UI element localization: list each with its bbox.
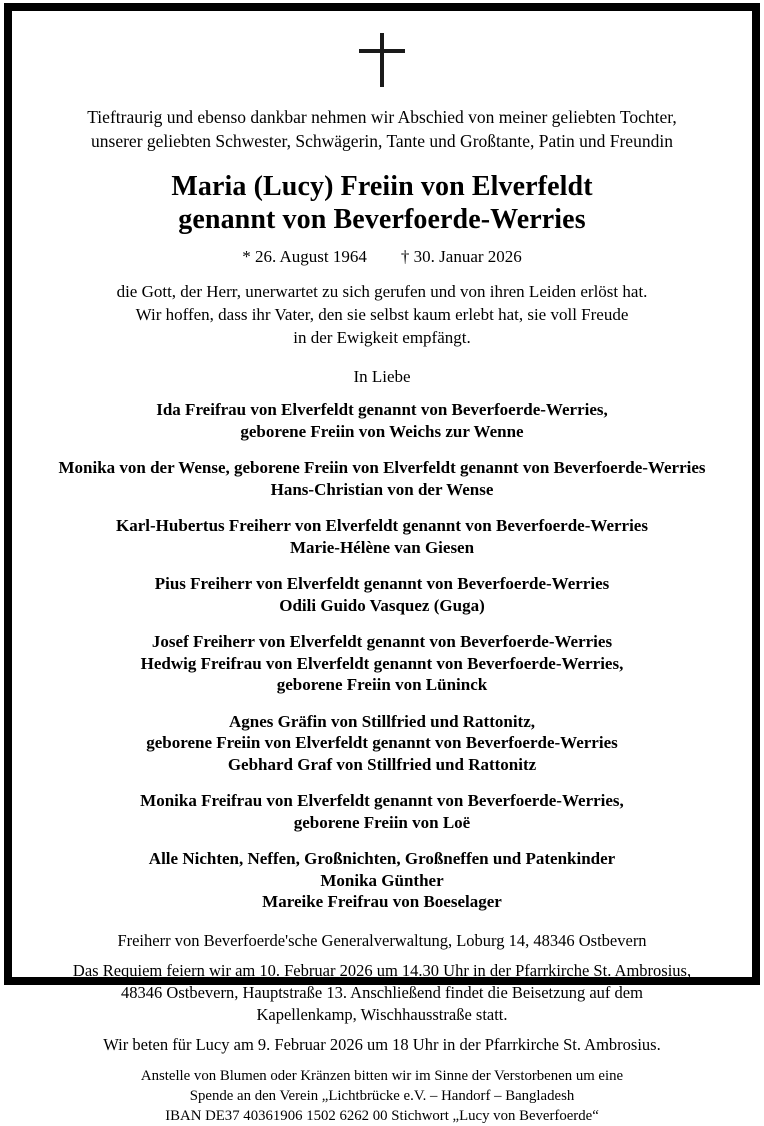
donation-iban: IBAN DE37 40361906 1502 6262 00 Stichwort „Lucy von Beverfoerde“ — [165, 1107, 599, 1124]
in-love-heading: In Liebe — [353, 367, 411, 386]
intro-line: Tieftraurig und ebenso dankbar nehmen wir Abschied von meiner geliebten Tochter, — [87, 107, 677, 127]
mourner-line: geborene Freiin von Lüninck — [276, 675, 488, 694]
mourner-group — [36, 457, 728, 500]
mourner-line: Marie-Hélène van Giesen — [289, 537, 475, 557]
mourner-line: Odili Guido Vasquez (Guga) — [279, 595, 485, 615]
mourner-group — [36, 848, 728, 913]
death-date: † 30. Januar 2026 — [400, 247, 522, 266]
mourner-line: Gebhard Graf von Stillfried und Rattonitz — [227, 754, 537, 774]
memorial-passage — [36, 280, 728, 349]
deceased-name-line: genannt von Beverfoerde-Werries — [178, 204, 586, 235]
cross-horizontal-bar — [359, 49, 405, 53]
donation-line: Spende an den Verein „Lichtbrücke e.V. – Handorf – Bangladesh — [189, 1087, 575, 1104]
mourner-line: Monika von der Wense, geborene Freiin von Elverfeldt genannt von Beverfoerde-Werries — [58, 458, 706, 477]
passage-line: Wir hoffen, dass ihr Vater, den sie selbst kaum erlebt hat, sie voll Freude — [135, 305, 629, 324]
latin-cross-icon — [359, 33, 405, 87]
mourner-line: geborene Freiin von Weichs zur Wenne — [240, 421, 524, 441]
mourner-line: Karl-Hubertus Freiherr von Elverfeldt genannt von Beverfoerde-Werries — [116, 516, 648, 535]
mourner-group — [36, 631, 728, 696]
funeral-details — [36, 930, 728, 1126]
cross-symbol-container — [36, 33, 728, 99]
mourner-line: geborene Freiin von Elverfeldt genannt von Beverfoerde-Werries — [146, 733, 618, 752]
mourner-line: Hedwig Freifrau von Elverfeldt genannt von Beverfoerde-Werries, — [140, 653, 624, 673]
mourner-line: Pius Freiherr von Elverfeldt genannt von Beverfoerde-Werries — [154, 574, 610, 593]
donation-info — [36, 1066, 728, 1126]
mourning-border-frame — [4, 3, 760, 1124]
requiem-line: Das Requiem feiern wir am 10. Februar 2026 um 14.30 Uhr in der Pfarrkirche St. Ambrosius, — [72, 960, 692, 980]
mourner-group — [36, 711, 728, 776]
passage-line: in der Ewigkeit empfängt. — [293, 328, 471, 347]
requiem-line: 48346 Ostbevern, Hauptstraße 13. Anschließend findet die Beisetzung auf dem — [121, 982, 643, 1002]
obituary-content — [36, 33, 728, 1126]
requiem-line: Kapellenkamp, Wischhausstraße statt. — [256, 1004, 508, 1024]
mourner-line: Agnes Gräfin von Stillfried und Rattonitz, — [228, 711, 536, 731]
intro-text — [36, 105, 728, 153]
mourner-line: Josef Freiherr von Elverfeldt genannt von Beverfoerde-Werries — [151, 632, 613, 651]
mourner-line: Hans-Christian von der Wense — [270, 479, 494, 499]
mourner-line: Alle Nichten, Neffen, Großnichten, Großneffen und Patenkinder — [148, 849, 616, 868]
mourner-group — [36, 573, 728, 616]
mourners-list — [36, 399, 728, 913]
mourner-line: Ida Freifrau von Elverfeldt genannt von Beverfoerde-Werries, — [156, 400, 608, 419]
deceased-name-line: Maria (Lucy) Freiin von Elverfeldt — [171, 171, 593, 202]
deceased-name — [36, 170, 728, 236]
requiem-info — [36, 960, 728, 1026]
life-dates — [36, 246, 728, 268]
cross-vertical-bar — [380, 33, 384, 87]
mourner-group — [36, 790, 728, 833]
donation-line: Anstelle von Blumen oder Kränzen bitten wir im Sinne der Verstorbenen um eine — [140, 1067, 624, 1084]
mourner-group — [36, 399, 728, 442]
mourner-group — [36, 515, 728, 558]
mourner-line: Mareike Freifrau von Boeselager — [262, 892, 502, 911]
administration-address: Freiherr von Beverfoerde'sche Generalverwaltung, Loburg 14, 48346 Ostbevern — [117, 930, 647, 950]
birth-date: * 26. August 1964 — [242, 247, 367, 266]
passage-line: die Gott, der Herr, unerwartet zu sich gerufen und von ihren Leiden erlöst hat. — [116, 282, 648, 301]
mourner-line: Monika Günther — [320, 870, 444, 890]
intro-line: unserer geliebten Schwester, Schwägerin, Tante und Großtante, Patin und Freundin — [91, 131, 673, 151]
mourner-line: Monika Freifrau von Elverfeldt genannt von Beverfoerde-Werries, — [140, 791, 624, 810]
mourner-line: geborene Freiin von Loë — [293, 812, 471, 832]
prayer-info: Wir beten für Lucy am 9. Februar 2026 um 18 Uhr in der Pfarrkirche St. Ambrosius. — [103, 1034, 661, 1054]
